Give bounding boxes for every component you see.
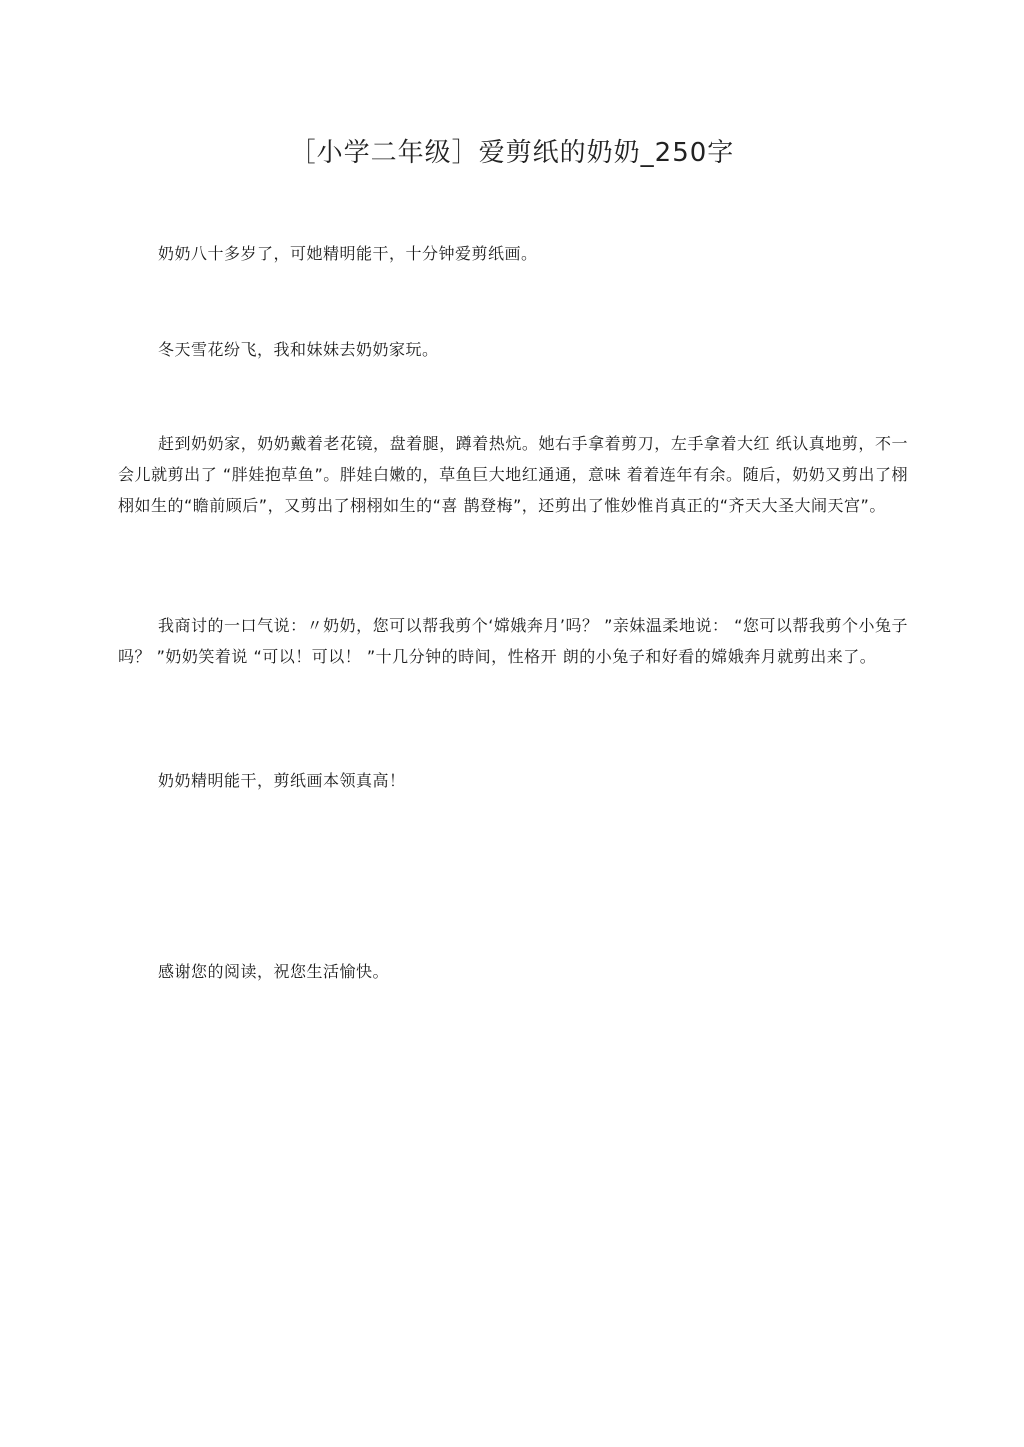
paragraph-intro: 奶奶八十多岁了，可她精明能干，十分钟爱剪纸画。 bbox=[158, 244, 538, 263]
paragraph-requests: 我商讨的一口气说：〃奶奶，您可以帮我剪个‘嫦娥奔月’吗？ ”亲妹温柔地说： “您可以帮我剪个小兔子吗？ ”奶奶笑着说 “可以！可以！ ”十几分钟的時间，性格开 朗的小兔子和好看的嫦娥奔月就剪出来了。 bbox=[118, 616, 908, 666]
paragraph-closing: 感谢您的阅读，祝您生活愉快。 bbox=[158, 962, 390, 981]
paragraph-paper-cutting: 赶到奶奶家，奶奶戴着老花镜，盘着腿，蹲着热炕。她右手拿着剪刀，左手拿着大红 纸认真地剪，不一会儿就剪出了 “胖娃抱草鱼”。胖娃白嫩的，草鱼巨大地红通通，意味 着着连年有余。随后，奶奶又剪出了栩栩如生的“瞻前顾后”，又剪出了栩栩如生的“喜 鹊登梅”，还剪出了惟妙惟肖真正的“齐天大圣大闹天宫”。 bbox=[118, 434, 908, 515]
paragraph-conclusion: 奶奶精明能干，剪纸画本领真高！ bbox=[158, 771, 406, 790]
paragraph-visit: 冬天雪花纷飞，我和妹妹去奶奶家玩。 bbox=[158, 340, 439, 359]
document-title: ［小学二年级］爱剪纸的奶奶_250字 bbox=[289, 138, 735, 168]
